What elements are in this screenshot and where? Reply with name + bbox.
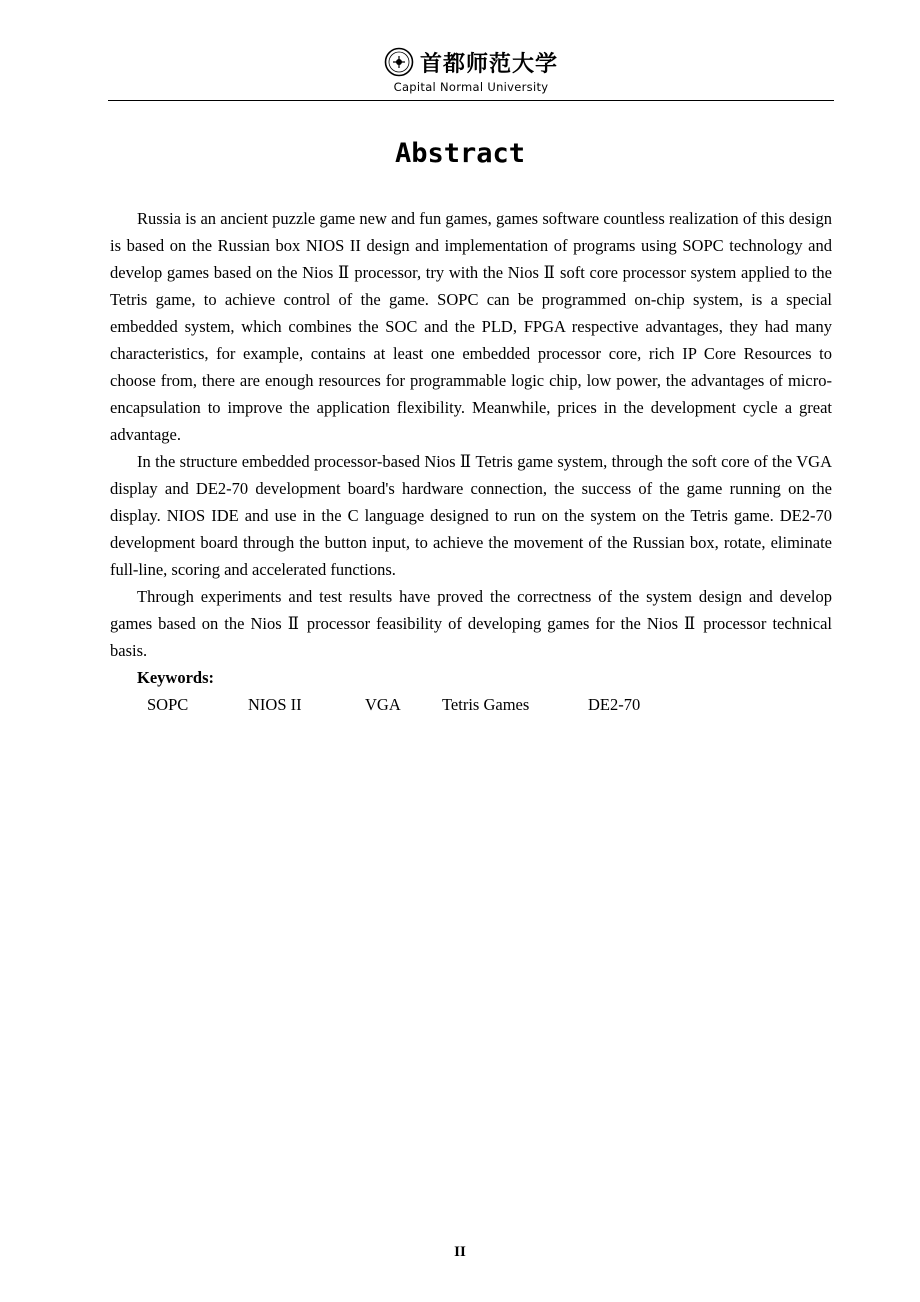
abstract-paragraph: Russia is an ancient puzzle game new and fun games, games software countless realization of this design is based on the Russian box NIOS II design and implementation of programs using SOPC technology and develop games based on the Nios Ⅱ processor, try with the Nios Ⅱ soft core processor system applied to the Tetris game, to achieve control of the game. SOPC can be programmed on-chip system, is a special embedded system, which combines the SOC and the PLD, FPGA respective advantages, they had many characteristics, for example, contains at least one embedded processor core, rich IP Core Resources to choose from, there are enough resources for programmable logic chip, low power, the advantages of micro-encapsulation to improve the application flexibility. Meanwhile, prices in the development cycle a great advantage. xyxy=(110,209,832,444)
university-seal-icon xyxy=(384,47,414,77)
university-name-cn: 首都师范大学 xyxy=(419,50,558,77)
university-logo xyxy=(108,44,834,80)
keyword: SOPC xyxy=(147,695,189,714)
abstract-paragraph: Through experiments and test results have proved the correctness of the system design and develop games based on the Nios Ⅱ processor feasibility of developing games for the Nios Ⅱ processor technical basis. xyxy=(110,587,832,660)
keyword: NIOS II xyxy=(248,695,302,714)
abstract-paragraph: In the structure embedded processor-based Nios Ⅱ Tetris game system, through the soft core of the VGA display and DE2-70 development board's hardware connection, the success of the game running on the display. NIOS IDE and use in the C language designed to run on the system on the Tetris game. DE2-70 development board through the button input, to achieve the movement of the Russian box, rotate, eliminate full-line, scoring and accelerated functions. xyxy=(110,452,832,579)
keyword: DE2-70 xyxy=(588,695,641,714)
abstract-title: Abstract xyxy=(394,138,526,169)
keyword: VGA xyxy=(365,695,401,714)
page-header xyxy=(108,40,834,101)
keywords-list xyxy=(110,691,832,718)
keywords-label: Keywords: xyxy=(137,668,214,687)
keyword: Tetris Games xyxy=(442,695,530,714)
university-name-en: Capital Normal University xyxy=(393,80,549,94)
abstract-body xyxy=(110,205,832,718)
page-number: II xyxy=(454,1244,466,1260)
